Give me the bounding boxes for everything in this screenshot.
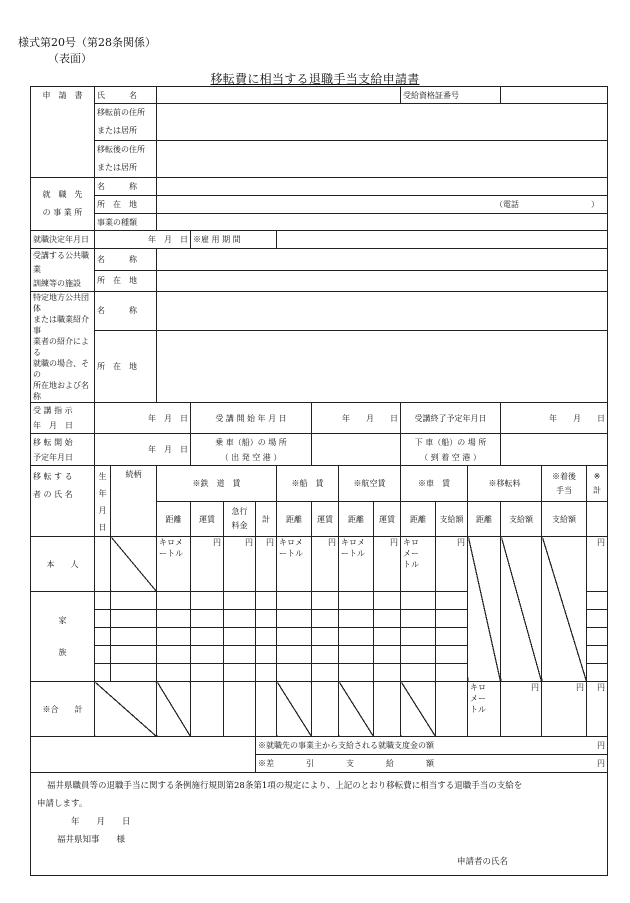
declaration-text-1: 福井県職員等の退職手当に関する条例施行規則第28条第1項の規定により、上記のとおり移転費に相当する退職手当の支給を bbox=[47, 781, 523, 791]
table-cell[interactable] bbox=[277, 628, 312, 646]
employer-support-row[interactable] bbox=[256, 737, 608, 755]
training-facility-label: 受講する公共職業 訓練等の施設 bbox=[31, 249, 95, 292]
sum-moving-payment[interactable]: 円 bbox=[501, 682, 542, 737]
application-form bbox=[30, 86, 608, 876]
table-cell[interactable] bbox=[224, 646, 256, 664]
training-end-label: 受講終了予定年月日 bbox=[401, 403, 501, 434]
table-cell[interactable] bbox=[374, 646, 401, 664]
addressee: 福井県知事 様 bbox=[57, 835, 126, 845]
instruction-date-label: 受 講 指 示 年 月 日 bbox=[31, 403, 95, 434]
employer-name-label: 名 称 bbox=[95, 178, 157, 196]
alighting-place-field[interactable] bbox=[501, 434, 608, 466]
sum-car-payment[interactable] bbox=[436, 682, 468, 737]
self-rail-distance[interactable]: キロメ ートル bbox=[157, 537, 191, 592]
rail-subtotal-label: 計 bbox=[256, 502, 277, 537]
ship-fare-label: 運賃 bbox=[312, 502, 339, 537]
self-rail-subtotal[interactable]: 円 bbox=[256, 537, 277, 592]
table-cell[interactable] bbox=[587, 592, 608, 610]
deduction-yen: 円 bbox=[597, 759, 606, 768]
training-name-label: 名 称 bbox=[95, 249, 157, 271]
instruction-date-field[interactable]: 年 月 日 bbox=[95, 403, 191, 434]
cert-number-label: 受給資格証番号 bbox=[401, 87, 501, 104]
self-ship-distance[interactable]: キロメ ートル bbox=[277, 537, 312, 592]
ship-fare-header: ※船 賃 bbox=[277, 466, 339, 502]
table-cell[interactable] bbox=[374, 664, 401, 682]
employer-support-label: ※就職先の事業主から支給される就職支度金の額 bbox=[258, 741, 434, 750]
move-start-field[interactable]: 年 月 日 bbox=[95, 434, 191, 466]
table-cell[interactable] bbox=[401, 592, 436, 610]
table-cell[interactable] bbox=[277, 664, 312, 682]
declaration-date[interactable]: 年 月 日 bbox=[71, 817, 131, 827]
self-total[interactable]: 円 bbox=[587, 537, 608, 592]
table-cell[interactable] bbox=[401, 610, 436, 628]
deduction-row[interactable] bbox=[256, 755, 608, 773]
applicant-label: 申 請 書 bbox=[31, 87, 95, 178]
self-air-distance[interactable]: キロメ ートル bbox=[339, 537, 374, 592]
special-name-field[interactable] bbox=[157, 292, 608, 331]
table-cell[interactable] bbox=[256, 628, 277, 646]
self-car-distance[interactable]: キロ メー トル bbox=[401, 537, 436, 592]
special-referral-label: 特定地方公共団体 または職業紹介事 業者の紹介による 就職の場合、その 所在地および名称 bbox=[31, 292, 95, 403]
family-row-1-relation[interactable] bbox=[111, 592, 157, 610]
birth-date-label: 生 年 月 日 bbox=[95, 466, 111, 537]
sum-rail-express[interactable] bbox=[224, 682, 256, 737]
family-row-2-relation[interactable] bbox=[111, 610, 157, 628]
sum-label: ※合 計 bbox=[31, 682, 95, 737]
training-name-field[interactable] bbox=[157, 249, 608, 271]
table-cell[interactable] bbox=[339, 592, 374, 610]
moving-payment-slash bbox=[501, 537, 542, 682]
family-row-3-relation[interactable] bbox=[111, 628, 157, 646]
table-cell[interactable] bbox=[339, 610, 374, 628]
table-cell[interactable] bbox=[401, 664, 436, 682]
relationship-label: 続柄 bbox=[111, 466, 157, 537]
rail-fare-label: 運賃 bbox=[191, 502, 224, 537]
table-cell[interactable] bbox=[436, 646, 468, 664]
employer-label: 就 職 先 の 事 業 所 bbox=[31, 178, 95, 231]
table-cell[interactable] bbox=[256, 592, 277, 610]
blank-area bbox=[31, 755, 256, 773]
table-cell[interactable] bbox=[224, 610, 256, 628]
railway-fare-header: ※鉄 道 賃 bbox=[157, 466, 277, 502]
table-cell[interactable] bbox=[256, 610, 277, 628]
business-type-label: 事業の種類 bbox=[95, 214, 157, 231]
form-number: 様式第20号（第28条関係） bbox=[18, 36, 156, 49]
name-label: 氏 名 bbox=[95, 87, 157, 104]
sum-total[interactable]: 円 bbox=[587, 682, 608, 737]
employment-date-label: 就職決定年月日 bbox=[31, 231, 95, 249]
table-cell[interactable] bbox=[587, 610, 608, 628]
table-cell[interactable] bbox=[157, 646, 191, 664]
boarding-place-field[interactable] bbox=[312, 434, 401, 466]
air-distance-label: 距離 bbox=[339, 502, 374, 537]
employer-support-yen: 円 bbox=[597, 741, 606, 750]
sum-rail-fare[interactable] bbox=[191, 682, 224, 737]
declaration-text-2: 申請します。 bbox=[37, 799, 88, 809]
table-cell[interactable] bbox=[374, 628, 401, 646]
family-row-2-birth[interactable] bbox=[95, 610, 111, 628]
cert-number-field[interactable] bbox=[501, 87, 608, 104]
name-field[interactable] bbox=[157, 87, 401, 104]
sum-car-distance-slash bbox=[401, 682, 436, 737]
applicant-name-label: 申請者の氏名 bbox=[457, 857, 509, 867]
table-cell[interactable] bbox=[157, 664, 191, 682]
training-start-field[interactable]: 年 月 日 bbox=[312, 403, 401, 434]
self-rail-fare[interactable]: 円 bbox=[191, 537, 224, 592]
table-cell[interactable] bbox=[401, 646, 436, 664]
address-before-field[interactable] bbox=[157, 104, 608, 141]
alighting-place-label: 下 車（船）の 場 所 （ 到 着 空 港 ） bbox=[401, 434, 501, 466]
training-end-field[interactable]: 年 月 日 bbox=[501, 403, 608, 434]
sum-moving-distance[interactable]: キロ メー トル bbox=[468, 682, 501, 737]
employer-location-label: 所 在 地 bbox=[95, 196, 157, 214]
special-location-field[interactable] bbox=[157, 330, 608, 403]
table-cell[interactable] bbox=[436, 628, 468, 646]
table-cell[interactable] bbox=[312, 646, 339, 664]
blank-area bbox=[31, 737, 256, 755]
table-cell[interactable] bbox=[157, 610, 191, 628]
table-cell[interactable] bbox=[191, 628, 224, 646]
sum-ship-fare[interactable] bbox=[312, 682, 339, 737]
special-location-label: 所 在 地 bbox=[95, 330, 157, 403]
table-cell[interactable] bbox=[224, 592, 256, 610]
moving-distance-slash bbox=[468, 537, 501, 682]
business-type-field[interactable] bbox=[157, 214, 608, 231]
move-start-label: 移 転 開 始 予定年月日 bbox=[31, 434, 95, 466]
movers-label: 移 転 す る 者 の 氏 名 bbox=[31, 466, 95, 537]
table-cell[interactable] bbox=[277, 610, 312, 628]
self-label: 本 人 bbox=[31, 537, 95, 592]
self-relation-slash bbox=[111, 537, 157, 592]
address-after-label: 移転後の住所 または居所 bbox=[95, 141, 157, 178]
sum-arrival-payment[interactable]: 円 bbox=[542, 682, 587, 737]
address-after-field[interactable] bbox=[157, 141, 608, 178]
table-cell[interactable] bbox=[374, 610, 401, 628]
sum-air-distance-slash bbox=[339, 682, 374, 737]
table-cell[interactable] bbox=[436, 592, 468, 610]
table-cell[interactable] bbox=[312, 610, 339, 628]
table-cell[interactable] bbox=[436, 610, 468, 628]
table-cell[interactable] bbox=[587, 646, 608, 664]
total-subheader bbox=[587, 502, 608, 537]
family-row-3-birth[interactable] bbox=[95, 628, 111, 646]
page-title: 移転費に相当する退職手当支給申請書 bbox=[210, 72, 420, 86]
rail-express-label: 急行 料金 bbox=[224, 502, 256, 537]
family-row-4-birth[interactable] bbox=[95, 646, 111, 664]
sum-ship-distance-slash bbox=[277, 682, 312, 737]
employment-date-field[interactable]: 年 月 日 bbox=[95, 231, 191, 249]
table-cell[interactable] bbox=[339, 628, 374, 646]
sum-birth-slash bbox=[95, 682, 157, 737]
car-payment-label: 支給額 bbox=[436, 502, 468, 537]
table-cell[interactable] bbox=[191, 610, 224, 628]
total-header: ※ 計 bbox=[587, 466, 608, 502]
employer-name-field[interactable] bbox=[157, 178, 608, 196]
family-row-5-birth[interactable] bbox=[95, 664, 111, 682]
table-cell[interactable] bbox=[312, 664, 339, 682]
table-cell[interactable] bbox=[191, 646, 224, 664]
family-row-5-relation[interactable] bbox=[111, 664, 157, 682]
family-label: 家 族 bbox=[31, 592, 95, 682]
sum-air-fare[interactable] bbox=[374, 682, 401, 737]
table-cell[interactable] bbox=[191, 664, 224, 682]
table-cell[interactable] bbox=[587, 628, 608, 646]
declaration-section bbox=[31, 773, 608, 876]
table-cell[interactable] bbox=[224, 628, 256, 646]
ship-distance-label: 距離 bbox=[277, 502, 312, 537]
phone-text: （電話 ） bbox=[495, 200, 600, 209]
table-cell[interactable] bbox=[312, 628, 339, 646]
self-car-payment[interactable]: 円 bbox=[436, 537, 468, 592]
car-fare-header: ※車 賃 bbox=[401, 466, 468, 502]
sum-rail-subtotal[interactable] bbox=[256, 682, 277, 737]
training-location-label: 所 在 地 bbox=[95, 270, 157, 292]
self-ship-fare[interactable]: 円 bbox=[312, 537, 339, 592]
moving-distance-label: 距離 bbox=[468, 502, 501, 537]
training-location-field[interactable] bbox=[157, 270, 608, 292]
table-cell[interactable] bbox=[224, 664, 256, 682]
table-cell[interactable] bbox=[256, 664, 277, 682]
boarding-place-label: 乗 車（船）の 場 所 （ 出 発 空 港 ） bbox=[191, 434, 312, 466]
employer-location-field[interactable] bbox=[157, 196, 608, 214]
table-cell[interactable] bbox=[339, 646, 374, 664]
table-cell[interactable] bbox=[191, 592, 224, 610]
air-fare-header: ※航空賃 bbox=[339, 466, 401, 502]
table-cell[interactable] bbox=[157, 592, 191, 610]
car-distance-label: 距離 bbox=[401, 502, 436, 537]
table-cell[interactable] bbox=[157, 628, 191, 646]
form-side: （表面） bbox=[48, 52, 92, 65]
deduction-label: ※差 引 支 給 額 bbox=[258, 759, 434, 768]
table-cell[interactable] bbox=[436, 664, 468, 682]
arrival-payment-slash bbox=[542, 537, 587, 682]
special-name-label: 名 称 bbox=[95, 292, 157, 331]
moving-payment-label: 支給額 bbox=[501, 502, 542, 537]
address-before-label: 移転前の住所 または居所 bbox=[95, 104, 157, 141]
rail-distance-label: 距離 bbox=[157, 502, 191, 537]
table-cell[interactable] bbox=[312, 592, 339, 610]
sum-rail-distance-slash bbox=[157, 682, 191, 737]
employment-period-label: ※雇 用 期 間 bbox=[191, 231, 277, 249]
self-air-fare[interactable]: 円 bbox=[374, 537, 401, 592]
self-birth-field[interactable] bbox=[95, 537, 111, 592]
family-row-1-birth[interactable] bbox=[95, 592, 111, 610]
table-cell[interactable] bbox=[339, 664, 374, 682]
table-cell[interactable] bbox=[401, 628, 436, 646]
self-rail-express[interactable]: 円 bbox=[224, 537, 256, 592]
family-row-4-relation[interactable] bbox=[111, 646, 157, 664]
table-cell[interactable] bbox=[256, 646, 277, 664]
air-fare-label: 運賃 bbox=[374, 502, 401, 537]
training-start-label: 受 講 開 始 年 月 日 bbox=[191, 403, 312, 434]
moving-fee-header: ※移転料 bbox=[468, 466, 542, 502]
table-cell[interactable] bbox=[587, 664, 608, 682]
table-cell[interactable] bbox=[374, 592, 401, 610]
arrival-payment-label: 支給額 bbox=[542, 502, 587, 537]
table-cell[interactable] bbox=[277, 592, 312, 610]
employment-period-field[interactable] bbox=[277, 231, 608, 249]
arrival-allowance-header: ※着後 手当 bbox=[542, 466, 587, 502]
table-cell[interactable] bbox=[277, 646, 312, 664]
